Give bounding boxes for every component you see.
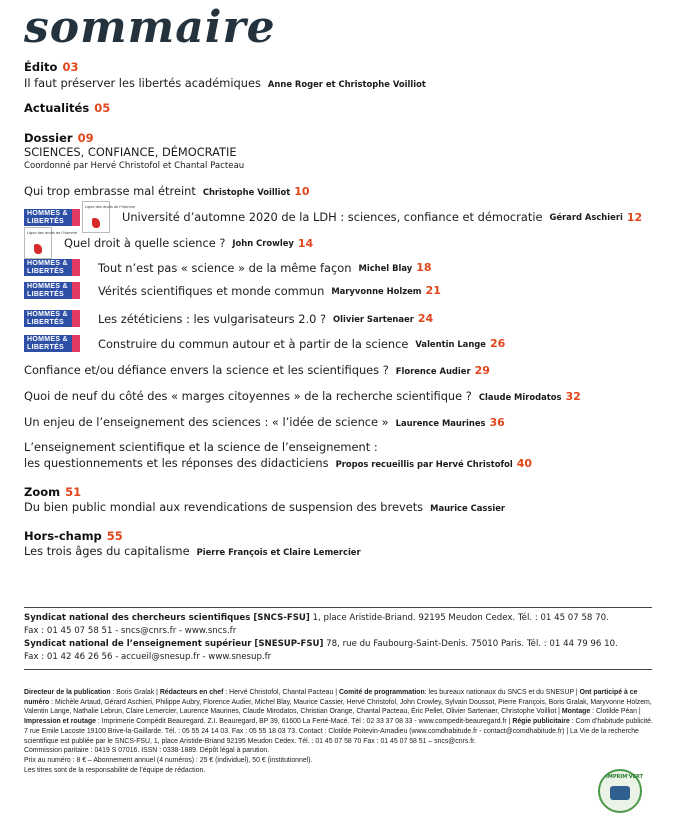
section-zoom	[24, 485, 81, 499]
hommes-libertes-logo: HOMMES & LIBERTÉS	[24, 209, 80, 226]
ldh-logo: Ligue des droits de l'Homme	[24, 227, 52, 259]
toc-item-page: 18	[416, 261, 432, 274]
credits: Directeur de la publication : Boris Gralak | Rédacteurs en chef : Hervé Christofol, Chantal Pacteau | Comité de programmation: les bureaux nationaux du SNCS et du SNESUP | Ont participé à ce numéro : Michèle Artaud, Gérard Aschieri, Philippe Aubry, Florence Audier, Michel Blay, Maurice Cassier, Hervé Christofol, John Crowley, Sylvain Doussot, Pierre François, Boris Gralak, Maryvonne Holzem, Valentin Lange, Nathalie Lebrun, Claire Lemercier, Laurence Maurines, Claude Mirodatos, Christian Orange, Chantal Pacteau, Éric Pellet, Olivier Sartenaer, Christophe Voilliot | Montage : Clotilde Péan | Impression et routage : Imprimerie Compédit Beauregard. Z.I. Beauregard, BP 39, 61600 La Ferté-Macé. Tél : 02 33 37 08 33 - www.compedit-beauregard.fr | Régie publicitaire : Com d’habitude publicité. 7 rue Emile Lacoste 19100 Brive-la-Gaillarde. Tél. : 05 55 24 14 03. Fax : 05 55 18 03 73. Contact : Clotilde Poitevin-Amadieu (www.comdhabitude.fr - contact@comdhabitude.fr) | La Vie de la recherche scientifique est publiée par le SNCS-FSU, 1, place Aristide-Briand 92195 Meudon Cedex. Tél. : 01 45 07 58 70 Fax : 01 45 07 58 51 – sncs@cnrs.fr. Commission paritaire : 0419 S 07016. ISSN : 0338-1889. Dépôt légal à parution. Prix au numéro : 8 € – Abonnement annuel (4 numéros) : 25 € (individuel), 50 € (institutionnel). Les titres sont de la responsabilité de l’équipe de rédaction.	[24, 688, 656, 775]
toc-item-author: Valentin Lange	[415, 338, 486, 349]
toc-item[interactable]	[24, 259, 432, 276]
hommes-libertes-logo: HOMMES & LIBERTÉS	[24, 282, 80, 299]
toc-item-title: Université d’automne 2020 de la LDH : sciences, confiance et démocratie	[122, 210, 543, 224]
toc-item-author: Christophe Voilliot	[202, 187, 291, 197]
credits-price: Prix au numéro : 8 € – Abonnement annuel (4 numéros) : 25 € (individuel), 50 € (institutionnel).	[24, 756, 313, 764]
horschamp-title: Les trois âges du capitalisme	[24, 544, 190, 558]
dossier-coordination: Coordonné par Hervé Christofol et Chantal Pacteau	[24, 161, 245, 171]
toc-item-page: 14	[297, 236, 314, 250]
toc-item-page: 40	[516, 457, 533, 470]
section-edito-page: 03	[62, 60, 79, 74]
section-edito	[24, 60, 78, 74]
toc-item[interactable]	[24, 282, 441, 299]
toc-item-author: Olivier Sartenaer	[333, 313, 414, 324]
snesup-contact: Fax : 01 42 46 26 56 - accueil@snesup.fr - www.snesup.fr	[24, 652, 272, 662]
credits-commission: Commission paritaire : 0419 S 07016. ISSN : 0338-1889. Dépôt légal à parution.	[24, 747, 270, 755]
snesup-name: Syndicat national de l’enseignement supérieur [SNESUP-FSU]	[24, 639, 324, 649]
imprim-vert-logo: IMPRIM'VERT	[598, 769, 642, 813]
toc-item-title: Les zététiciens : les vulgarisateurs 2.0 ?	[98, 311, 327, 326]
sncs-address: 1, place Aristide-Briand. 92195 Meudon Cedex. Tél. : 01 45 07 58 70.	[309, 613, 609, 623]
toc-item[interactable]	[24, 227, 313, 259]
toc-item-title: Qui trop embrasse mal étreint	[24, 184, 196, 198]
footer-top-rule	[24, 607, 652, 608]
hommes-libertes-logo: HOMMES & LIBERTÉS	[24, 259, 80, 276]
toc-item-author: Gérard Aschieri	[549, 212, 623, 222]
section-actualites-label: Actualités	[24, 101, 90, 115]
page-title: sommaire	[24, 2, 276, 53]
toc-item-title: Tout n’est pas « science » de la même façon	[98, 260, 352, 275]
section-horschamp-page: 55	[106, 529, 123, 543]
snesup-address: 78, rue du Faubourg-Saint-Denis. 75010 Paris. Tél. : 01 44 79 96 10.	[323, 639, 618, 649]
toc-item-title: Vérités scientifiques et monde commun	[98, 283, 325, 298]
horschamp-entry[interactable]	[24, 544, 361, 558]
toc-item-title: Construire du commun autour et à partir de la science	[98, 336, 409, 351]
toc-item-author: Florence Audier	[395, 366, 471, 376]
toc-item-page: 36	[489, 416, 505, 429]
toc-item-author: Claude Mirodatos	[478, 392, 562, 402]
toc-item-page: 21	[425, 284, 441, 297]
toc-item-page: 29	[474, 364, 490, 377]
section-actualites[interactable]	[24, 101, 110, 115]
toc-item-title: Quel droit à quelle science ?	[64, 236, 226, 250]
hommes-libertes-logo: HOMMES & LIBERTÉS	[24, 310, 80, 327]
toc-item[interactable]	[24, 389, 581, 403]
toc-item[interactable]	[24, 456, 532, 470]
toc-item-page: 12	[626, 210, 643, 224]
toc-item-page: 10	[294, 185, 310, 198]
section-zoom-page: 51	[65, 485, 82, 499]
toc-item-title: Confiance et/ou défiance envers la science et les scientifiques ?	[24, 363, 389, 377]
edito-entry[interactable]	[24, 76, 426, 90]
zoom-author: Maurice Cassier	[430, 503, 506, 513]
credits-disclaimer: Les titres sont de la responsabilité de l’équipe de rédaction.	[24, 766, 206, 774]
section-edito-label: Édito	[24, 60, 58, 74]
footer-bottom-rule	[24, 669, 652, 670]
section-horschamp-label: Hors-champ	[24, 529, 102, 543]
toc-item-title-line1[interactable]: L’enseignement scientifique et la science de l’enseignement :	[24, 440, 378, 454]
section-dossier-page: 09	[77, 131, 94, 145]
snesup-line	[24, 638, 654, 651]
zoom-title: Du bien public mondial aux revendications de suspension des brevets	[24, 500, 424, 514]
toc-item[interactable]	[24, 310, 433, 327]
edito-author: Anne Roger et Christophe Voilliot	[267, 79, 426, 89]
toc-item-title: Quoi de neuf du côté des « marges citoyennes » de la recherche scientifique ?	[24, 389, 472, 403]
horschamp-author: Pierre François et Claire Lemercier	[196, 547, 361, 557]
section-dossier-label: Dossier	[24, 131, 73, 145]
toc-item-page: 26	[489, 337, 506, 350]
edito-title: Il faut préserver les libertés académiques	[24, 76, 261, 90]
toc-item-author: Maryvonne Holzem	[331, 285, 422, 296]
section-dossier	[24, 131, 94, 145]
dossier-subtitle: SCIENCES, CONFIANCE, DÉMOCRATIE	[24, 145, 237, 159]
toc-item-page: 32	[565, 390, 581, 403]
ldh-logo: Ligue des droits de l'Homme	[82, 201, 110, 233]
sncs-line	[24, 612, 654, 625]
toc-item-page: 24	[417, 312, 434, 325]
footer-contacts	[24, 612, 654, 664]
section-horschamp	[24, 529, 123, 543]
toc-item-author: Propos recueillis par Hervé Christofol	[335, 459, 513, 469]
toc-item[interactable]	[24, 335, 505, 352]
toc-item-title-line2: les questionnements et les réponses des didacticiens	[24, 456, 329, 470]
section-zoom-label: Zoom	[24, 485, 61, 499]
toc-item[interactable]	[24, 184, 310, 198]
toc-item-author: Laurence Maurines	[395, 418, 486, 428]
toc-item[interactable]	[24, 363, 490, 377]
toc-item[interactable]	[24, 415, 505, 429]
section-actualites-page: 05	[94, 101, 111, 115]
zoom-entry[interactable]	[24, 500, 505, 514]
sncs-contact: Fax : 01 45 07 58 51 - sncs@cnrs.fr - www.sncs.fr	[24, 626, 237, 636]
hommes-libertes-logo: HOMMES & LIBERTÉS	[24, 335, 80, 352]
toc-item-title: Un enjeu de l’enseignement des sciences : « l’idée de science »	[24, 415, 389, 429]
sncs-name: Syndicat national des chercheurs scientifiques [SNCS-FSU]	[24, 613, 310, 623]
toc-item-author: John Crowley	[232, 238, 294, 248]
toc-item-author: Michel Blay	[358, 262, 413, 273]
